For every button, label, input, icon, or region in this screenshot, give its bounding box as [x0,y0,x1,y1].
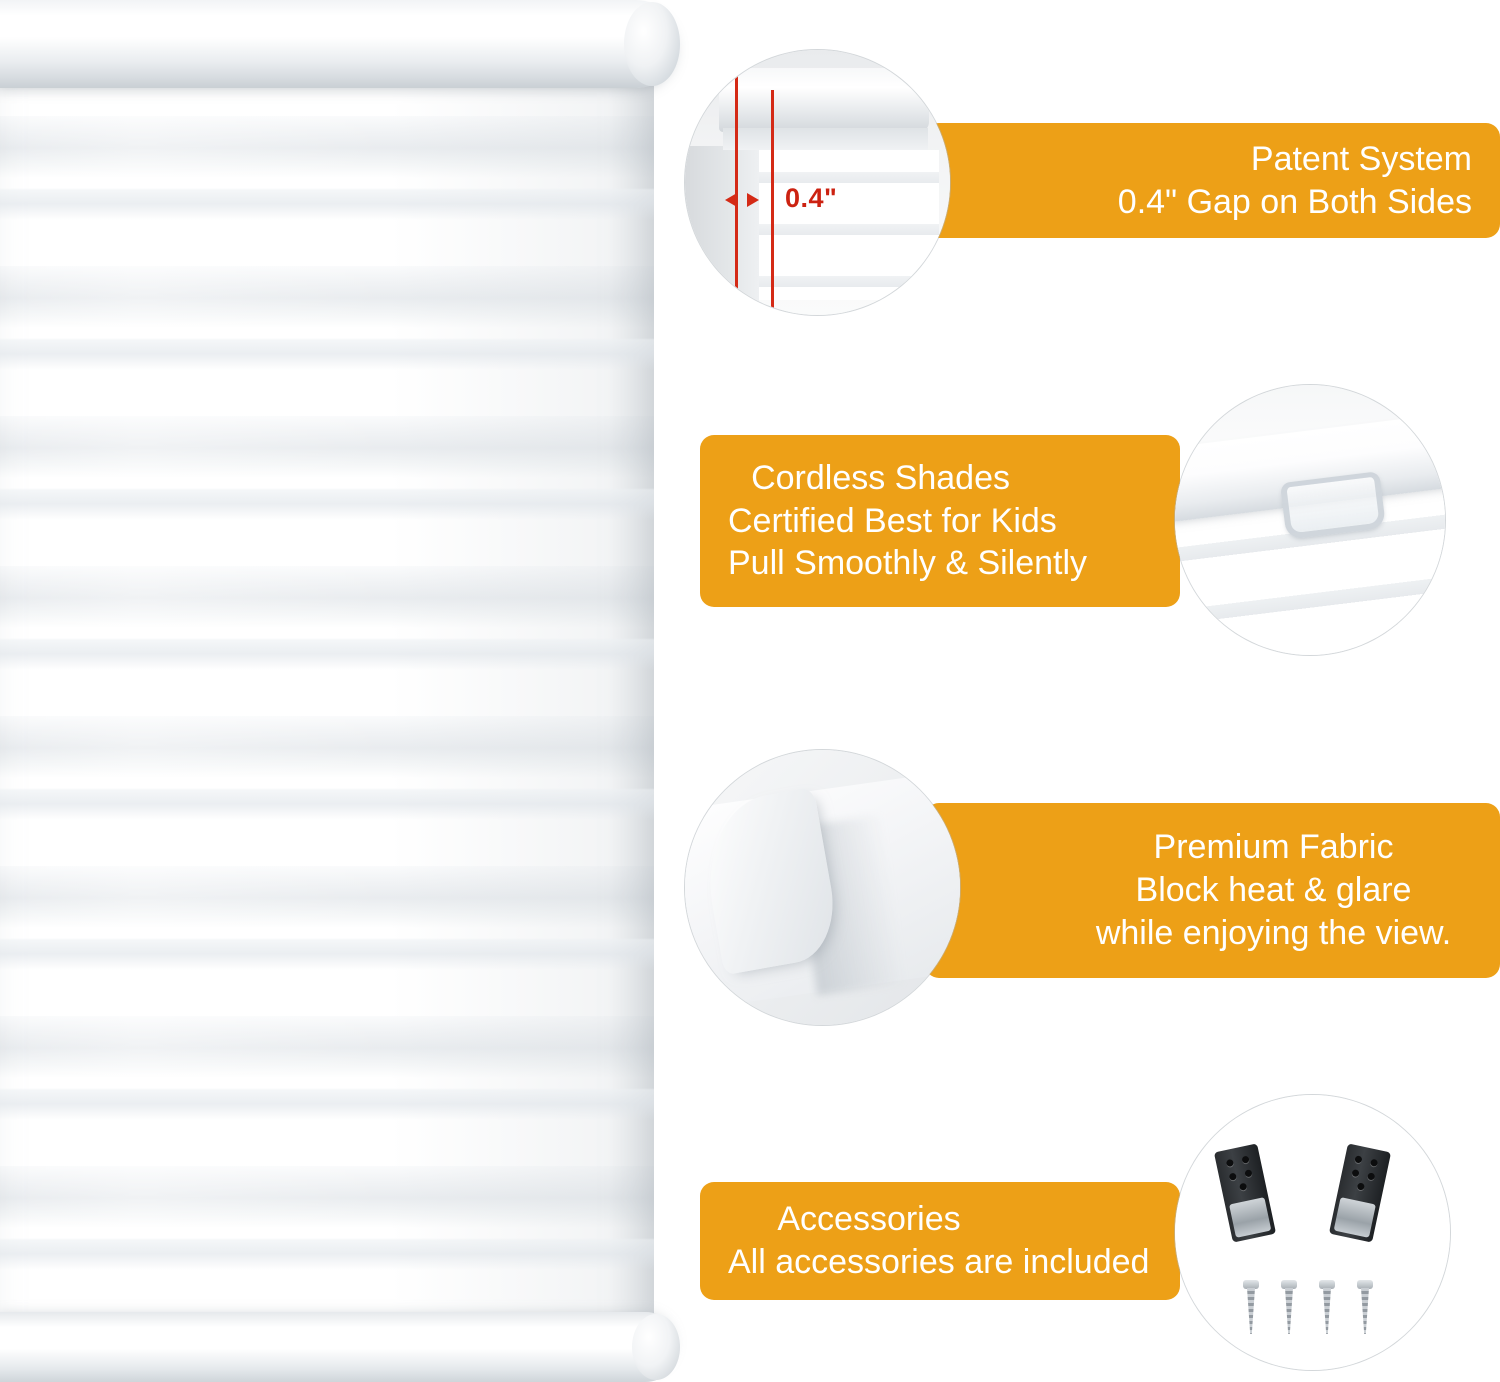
bubble-fabric-corner-closeup [685,750,960,1025]
bracket-screw-holes [1347,1153,1381,1192]
bracket-hole [1229,1173,1237,1181]
bracket-hole [1354,1155,1362,1163]
side-gap-shadow [685,146,759,315]
bracket-metal-clip [1229,1197,1271,1238]
screw [1319,1280,1335,1336]
bracket-hole [1226,1159,1234,1167]
head-rail-underside [723,128,928,150]
screw-head [1281,1280,1297,1289]
bubble-head-rail-gap-closeup [685,50,950,315]
bracket-hole [1241,1155,1249,1163]
screw-shaft [1323,1288,1331,1334]
bubble-mounting-brackets-and-screws [1175,1095,1450,1370]
screw-shaft [1361,1288,1369,1334]
head-rail-end-cap [624,2,680,86]
cordless-pull-handle [1280,471,1386,540]
bracket-hole [1351,1169,1359,1177]
callout-accessories [700,1182,1180,1300]
bracket-metal-clip [1334,1197,1376,1238]
feature-premium-fabric [680,745,1500,1035]
bracket-hole [1239,1183,1247,1191]
callout-cordless-shades [700,435,1180,607]
bottom-rail [0,1312,680,1382]
screw-head [1319,1280,1335,1289]
callout-line: Certified Best for Kids [728,501,1057,540]
callout-patent-system [925,123,1500,238]
screw [1243,1280,1259,1336]
callout-line: Patent System [1250,139,1472,178]
shade-fabric-detail [759,150,939,300]
callout-line: Block heat & glare [1135,871,1412,910]
gap-measure-line-left [735,62,738,312]
head-rail-detail [719,68,929,132]
feature-cordless-shades [680,380,1500,670]
product-photo [0,0,690,1382]
bracket-hole [1370,1159,1378,1167]
screw-shaft [1285,1288,1293,1334]
shade-fabric [0,70,654,1370]
gap-arrow-left-icon [725,193,737,207]
bracket-hole [1367,1172,1375,1180]
gap-measure-line-right [771,90,774,315]
feature-patent-system [680,20,1500,320]
gap-measurement-label: 0.4" [785,183,838,213]
callout-line: while enjoying the view. [1095,913,1452,952]
bracket-screw-holes [1223,1153,1257,1192]
bubble-cordless-handle-closeup [1175,385,1445,655]
callout-line: Accessories [777,1200,961,1239]
bracket-hole [1357,1182,1365,1190]
callout-premium-fabric [925,803,1500,978]
screw [1281,1280,1297,1336]
bottom-rail-end-cap [632,1314,680,1380]
callout-line: Cordless Shades [751,458,1010,497]
head-rail [0,0,680,88]
closeup-background [1175,1095,1450,1370]
gap-arrow-right-icon [747,193,759,207]
feature-accessories [680,1090,1500,1380]
screw [1357,1280,1373,1336]
screw-head [1357,1280,1373,1289]
callout-line: Pull Smoothly & Silently [728,544,1088,583]
screw-head [1243,1280,1259,1289]
callout-line: All accessories are included [728,1243,1150,1281]
bracket-hole [1244,1169,1252,1177]
callout-line: Premium Fabric [1153,828,1394,867]
callout-line: 0.4" Gap on Both Sides [1117,182,1472,221]
screw-shaft [1247,1288,1255,1334]
